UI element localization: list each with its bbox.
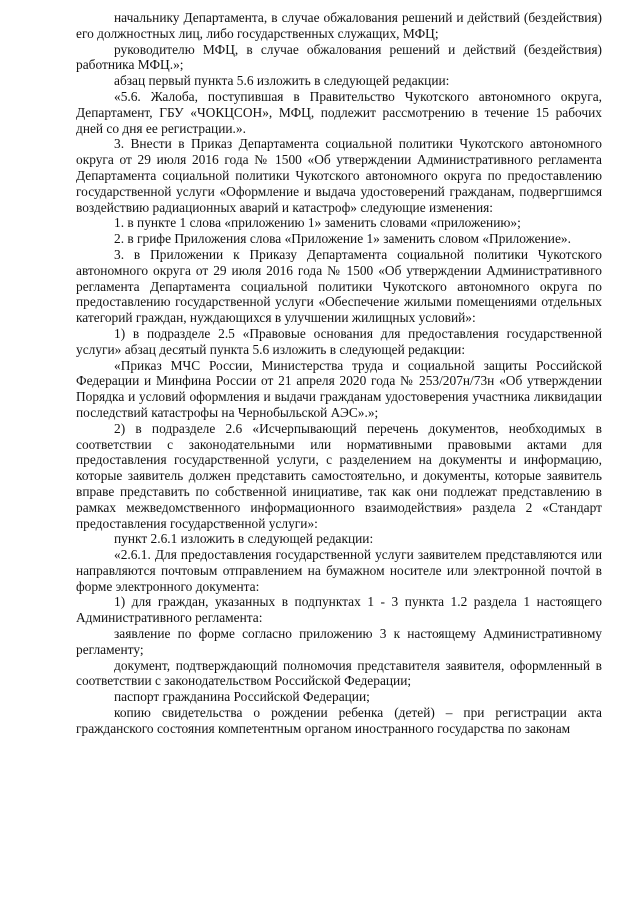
paragraph-10: «Приказ МЧС России, Министерства труда и социальной защиты Российской Федерации и Минфина России от 21 апреля 2020 года № 253/207н/73н «Об утверждении Порядка и условий оформления и выдачи гражданам удостоверения участника ликвидации последствий катастрофы на Чернобыльской АЭС».»; bbox=[76, 357, 602, 420]
paragraph-11: 2) в подразделе 2.6 «Исчерпывающий перечень документов, необходимых в соответствии с законодательными или нормативными правовыми актами для предоставления государственной услуги, с разделением на документы и информацию, которые заявитель должен представить самостоятельно, и документы, которые заявитель вправе представить по собственной инициативе, так как они подлежат представлению в рамках межведомственного информационного взаимодействия» раздела 2 «Стандарт предоставления государственной услуги»: bbox=[76, 420, 602, 531]
paragraph-13: «2.6.1. Для предоставления государственной услуги заявителем представляются или направляются почтовым отправлением на бумажном носителе или электронной почтой в форме электронного документа: bbox=[76, 547, 602, 594]
paragraph-17: паспорт гражданина Российской Федерации; bbox=[114, 689, 370, 705]
paragraph-12: пункт 2.6.1 изложить в следующей редакции: bbox=[114, 531, 374, 547]
paragraph-6: 1. в пункте 1 слова «приложению 1» заменить словами «приложению»; bbox=[114, 215, 521, 231]
paragraph-18: копию свидетельства о рождении ребенка (детей) – при регистрации акта гражданского состояния компетентным органом иностранного государства по законам bbox=[76, 705, 602, 736]
paragraph-14: 1) для граждан, указанных в подпунктах 1 - 3 пункта 1.2 раздела 1 настоящего Административного регламента: bbox=[76, 594, 602, 626]
paragraph-1: начальнику Департамента, в случае обжалования решений и действий (бездействия) его должностных лиц, либо государственных служащих, МФЦ; bbox=[76, 10, 602, 41]
document-page bbox=[76, 10, 602, 737]
paragraph-4: «5.6. Жалоба, поступившая в Правительство Чукотского автономного округа, Департамент, ГБУ «ЧОКЦСОН», МФЦ, подлежит рассмотрению в течение 15 рабочих дней со дня ее регистрации.». bbox=[76, 88, 602, 136]
paragraph-2: руководителю МФЦ, в случае обжалования решений и действий (бездействия) работника МФЦ.»; bbox=[76, 41, 602, 73]
paragraph-3: абзац первый пункта 5.6 изложить в следующей редакции: bbox=[114, 73, 450, 89]
paragraph-8: 3. в Приложении к Приказу Департамента социальной политики Чукотского автономного округа от 29 июля 2016 года № 1500 «Об утверждении Административного регламента Департамента социальной политики Чукотского автономного округа по предоставлению государственной услуги «Обеспечение жилыми помещениями отдельных категорий граждан, нуждающихся в улучшении жилищных условий»: bbox=[76, 246, 602, 326]
paragraph-16: документ, подтверждающий полномочия представителя заявителя, оформленный в соответствии с законодательством Российской Федерации; bbox=[76, 657, 602, 689]
paragraph-9: 1) в подразделе 2.5 «Правовые основания для предоставления государственной услуги» абзац десятый пункта 5.6 изложить в следующей редакции: bbox=[76, 325, 602, 357]
paragraph-5: 3. Внести в Приказ Департамента социальной политики Чукотского автономного округа от 29 июля 2016 года № 1500 «Об утверждении Административного регламента Департамента социальной политики Чукотского автономного округа по предоставлению государственной услуги «Оформление и выдача удостоверений гражданам, подвергшимся воздействию радиационных аварий и катастроф» следующие изменения: bbox=[76, 136, 602, 215]
paragraph-7: 2. в грифе Приложения слова «Приложение 1» заменить словом «Приложение». bbox=[114, 231, 571, 247]
paragraph-15: заявление по форме согласно приложению 3 к настоящему Административному регламенту; bbox=[76, 626, 602, 657]
